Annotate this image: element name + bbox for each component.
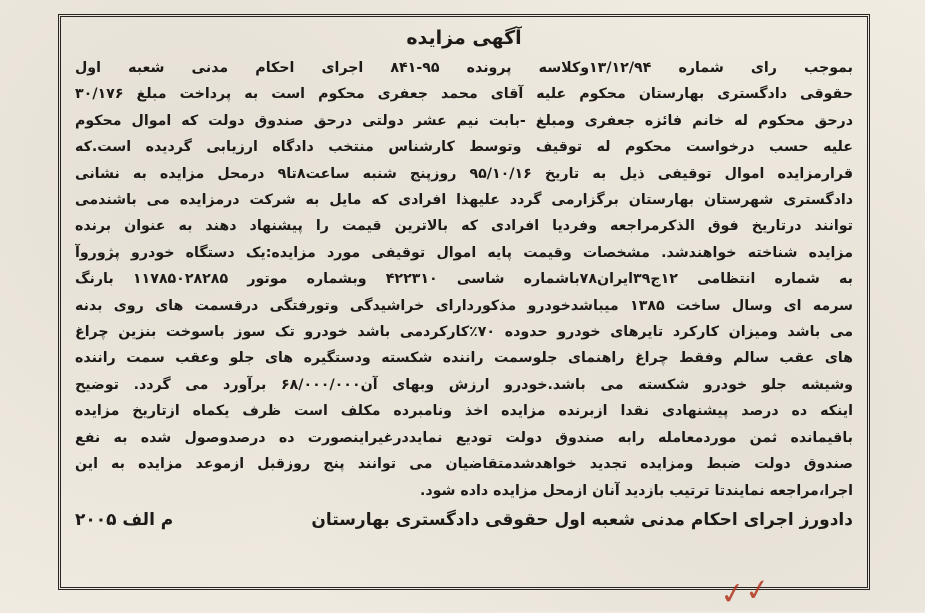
auction-notice-box bbox=[58, 14, 870, 590]
notice-line: مزایده شناخته خواهندشد. مشخصات وقیمت پایه اموال توقیفی مورد مزایده:یک دستگاه خودرو پژوروآ bbox=[75, 244, 853, 261]
notice-line: توانند درتاریخ فوق الذکرمراجعه وفردیا افرادی که بالاترین قیمت را پیشنهاد دهند به عنوان برنده bbox=[75, 218, 853, 235]
handwritten-mark: ✓✓ bbox=[717, 571, 773, 613]
notice-line: صندوق دولت ضبط ومزایده تجدید خواهدشدمتقاضیان می توانند پنج روزقبل ازموعد مزایده به این bbox=[75, 456, 853, 473]
notice-line: علیه حسب درخواست محکوم له توقیف وتوسط کارشناس منتخب دادگاه ارزیابی گردیده است.که bbox=[75, 139, 853, 156]
notice-title: آگهی مزایده bbox=[406, 27, 522, 49]
notice-line: های عقب سالم وفقط چراغ راهنمای جلوسمت راننده شکسته ودستگیره های جلو وعقب سمت راننده bbox=[75, 350, 853, 367]
notice-footer bbox=[75, 510, 853, 530]
notice-line: باقیمانده ثمن موردمعامله رابه صندوق دولت تودیع نمایددرغیراینصورت ده درصدوصول شده به نفع bbox=[75, 429, 853, 446]
footer-code: م الف ۲۰۰۵ bbox=[75, 509, 174, 530]
notice-line: دادگستری شهرستان بهارستان برگزارمی گردد علیهذا افرادی که مایل به شرکت درمزایده می باشندمی bbox=[75, 192, 853, 209]
notice-line: اینکه ده درصد پیشنهادی نقدا ازبرنده مزایده اخذ ونامبرده مکلف است ظرف یکماه ازتاریخ مزایده bbox=[75, 403, 853, 420]
notice-line: بموجب رای شماره ۱۳/۱۲/۹۴وکلاسه پرونده ۹۵-۸۴۱ اجرای احکام مدنی شعبه اول bbox=[75, 60, 853, 76]
notice-body bbox=[75, 55, 853, 504]
notice-line: اجرا،مراجعه نمایندتا ترتیب بازدید آنان ازمحل مزایده داده شود. bbox=[419, 482, 853, 499]
footer-signature: دادورز اجرای احکام مدنی شعبه اول حقوقی دادگستری بهارستان bbox=[311, 509, 853, 530]
notice-line: درحق محکوم له خانم فائزه جعفری ومبلغ -بابت نیم عشر دولتی درحق صندوق دولت که اموال محکوم bbox=[75, 112, 853, 129]
notice-line: می باشد ومیزان کارکرد تایرهای خودرو حدوده ۷۰٪کارکردمی باشد خودرو تک سوز باسوخت بنزین چراغ bbox=[75, 324, 853, 341]
notice-line: حقوقی دادگستری بهارستان محکوم علیه آقای محمد جعفری محکوم است به پرداخت مبلغ ۳۰/۱۷۶ bbox=[75, 86, 853, 103]
notice-line: سرمه ای وسال ساخت ۱۳۸۵ میباشدخودرو مذکوردارای خراشیدگی وتورفتگی درقسمت های روی بدنه bbox=[75, 297, 853, 314]
notice-line: به شماره انتظامی ۱۲ج۳۹ایران۷۸باشماره شاسی ۴۲۲۳۱۰ وبشماره موتور ۱۱۷۸۵۰۲۸۲۸۵ بارنگ bbox=[75, 271, 853, 288]
notice-line: قرارمزایده اموال توقیفی ذیل به تاریخ ۹۵/۱۰/۱۶ روزپنج شنبه ساعت۸تا۹ درمحل مزایده به نشانی bbox=[75, 165, 853, 182]
notice-line: وشیشه جلو خودرو شکسته می باشد.خودرو ارزش وبهای آن۶۸/۰۰۰/۰۰۰ برآورد می گردد. توضیح bbox=[75, 376, 853, 393]
